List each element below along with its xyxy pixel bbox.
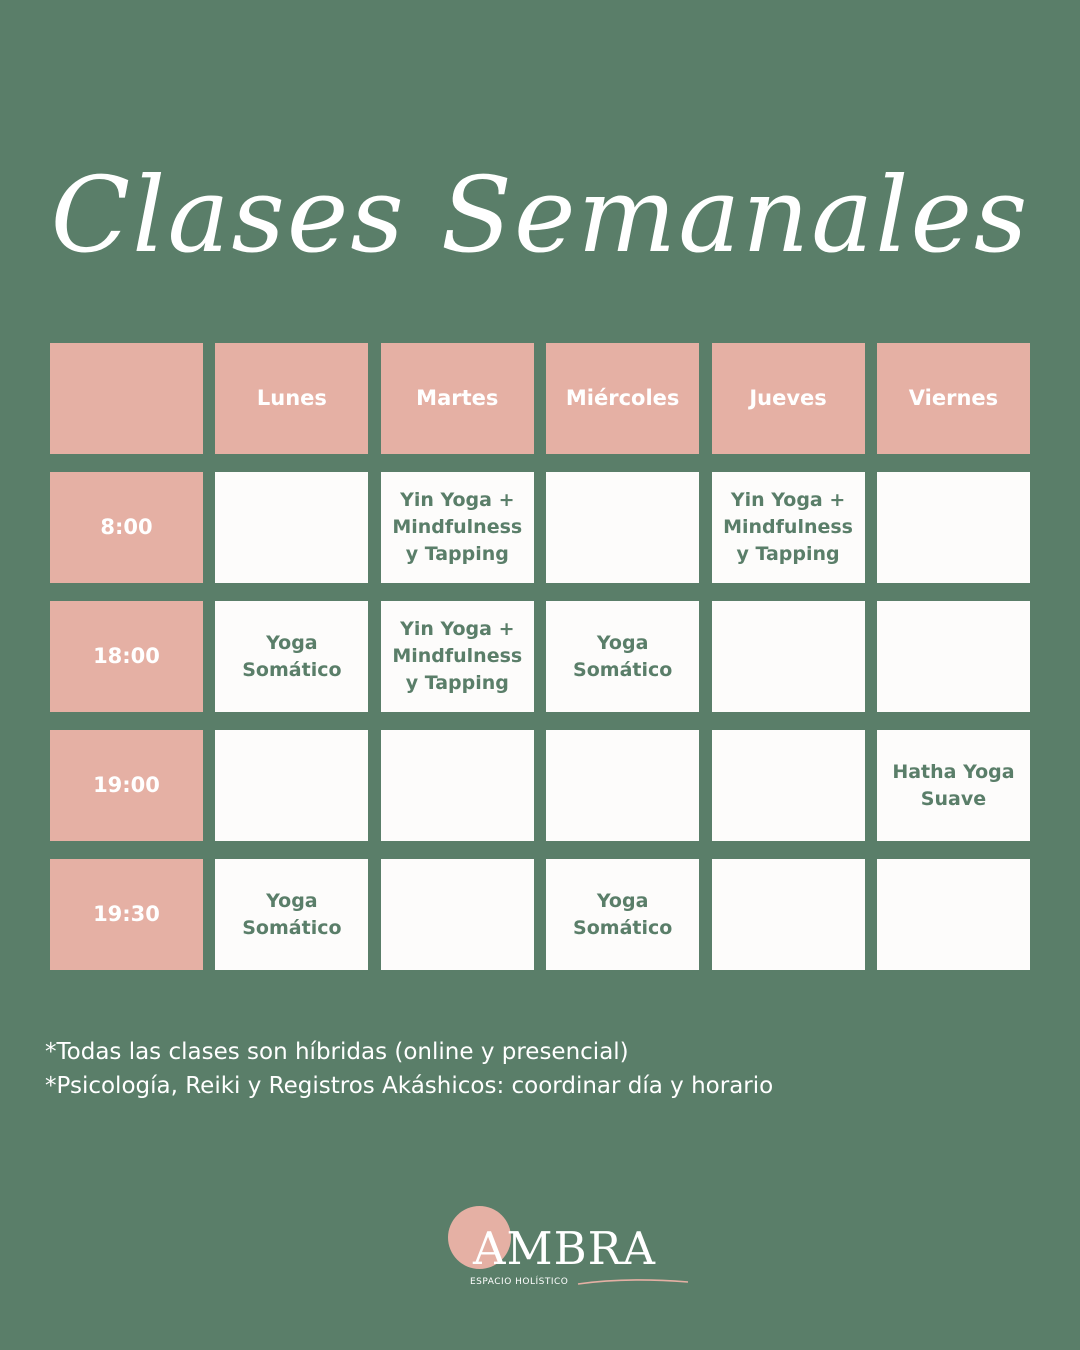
header-corner-cell — [50, 343, 203, 454]
class-cell: Yoga Somático — [546, 859, 699, 970]
logo-wordmark: AMBRA — [473, 1222, 657, 1275]
time-cell: 19:30 — [50, 859, 203, 970]
class-cell — [381, 859, 534, 970]
class-cell — [712, 730, 865, 841]
day-header-lunes: Lunes — [215, 343, 368, 454]
logo-tagline: ESPACIO HOLÍSTICO — [470, 1277, 569, 1287]
schedule-grid — [50, 343, 1030, 970]
time-cell: 18:00 — [50, 601, 203, 712]
day-header-viernes: Viernes — [877, 343, 1030, 454]
class-cell: Yoga Somático — [546, 601, 699, 712]
class-cell: Yin Yoga + Mindfulness y Tapping — [381, 472, 534, 583]
class-cell — [215, 730, 368, 841]
class-cell — [546, 730, 699, 841]
footnote-hybrid: *Todas las clases son híbridas (online y presencial) — [45, 1039, 629, 1065]
ambra-logo — [446, 1203, 696, 1293]
time-cell: 19:00 — [50, 730, 203, 841]
class-cell — [877, 601, 1030, 712]
class-cell: Hatha Yoga Suave — [877, 730, 1030, 841]
class-cell — [877, 859, 1030, 970]
page-title: Clases Semanales — [50, 154, 1030, 276]
class-cell — [877, 472, 1030, 583]
class-cell — [712, 601, 865, 712]
class-cell: Yin Yoga + Mindfulness y Tapping — [381, 601, 534, 712]
class-cell — [546, 472, 699, 583]
time-cell: 8:00 — [50, 472, 203, 583]
class-cell: Yin Yoga + Mindfulness y Tapping — [712, 472, 865, 583]
day-header-jueves: Jueves — [712, 343, 865, 454]
logo-swoosh — [576, 1273, 691, 1287]
class-cell: Yoga Somático — [215, 859, 368, 970]
footnote-coordinate: *Psicología, Reiki y Registros Akáshicos: coordinar día y horario — [45, 1073, 774, 1099]
footnotes — [45, 1035, 773, 1103]
day-header-martes: Martes — [381, 343, 534, 454]
class-cell: Yoga Somático — [215, 601, 368, 712]
class-cell — [215, 472, 368, 583]
class-cell — [381, 730, 534, 841]
class-cell — [712, 859, 865, 970]
day-header-miercoles: Miércoles — [546, 343, 699, 454]
